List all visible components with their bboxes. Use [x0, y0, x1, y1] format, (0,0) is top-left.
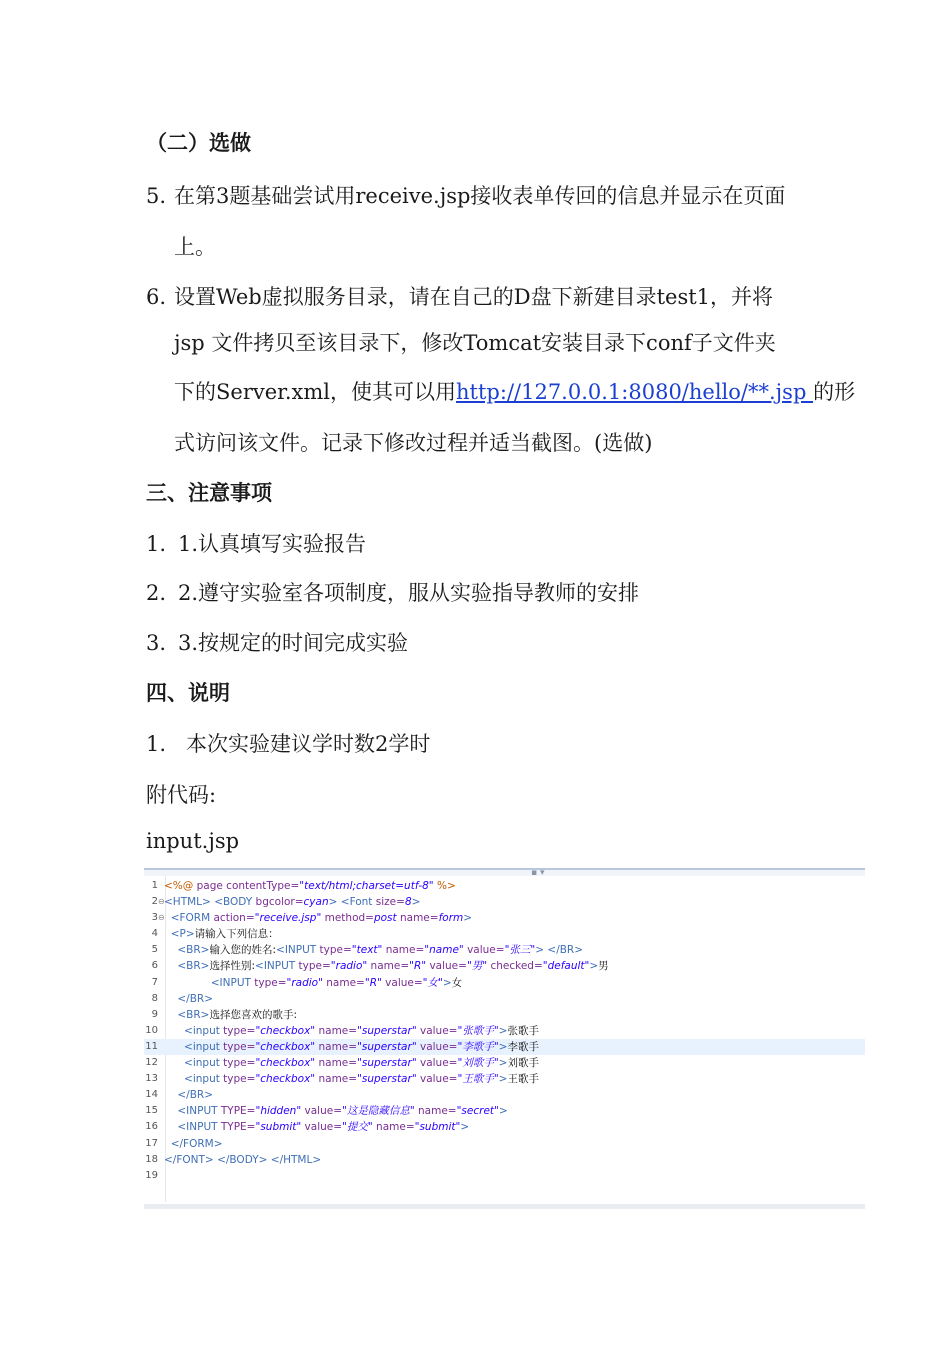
item-5-line-1 [146, 180, 785, 210]
line-number: 16 [145, 1121, 158, 1133]
item-6-line-2: jsp 文件拷贝至该目录下，修改Tomcat安装目录下conf子文件夹 [174, 331, 776, 355]
line-number: 7 [151, 976, 158, 988]
note-2-number: 2. [146, 581, 167, 605]
code-text: <INPUT TYPE="hidden" value="这是隐藏信息" name="secret"> [177, 1105, 508, 1118]
code-line [144, 1023, 865, 1039]
code-text: </FONT> </BODY> </HTML> [164, 1153, 322, 1166]
code-text: <input type="checkbox" name="superstar" value="张歌手">张歌手 [184, 1024, 539, 1037]
desc-item-1 [146, 728, 430, 758]
code-text: <INPUT TYPE="submit" value="提交" name="submit"> [177, 1121, 470, 1134]
code-line [144, 1136, 865, 1152]
item-6-text-1: 设置Web虚拟服务目录，请在自己的D盘下新建目录test1，并将 [174, 285, 774, 309]
code-text: <BR>选择您喜欢的歌手: [177, 1008, 298, 1021]
desc-heading: 四、说明 [146, 681, 230, 705]
note-3-text: 3.按规定的时间完成实验 [178, 631, 409, 655]
code-line [144, 910, 865, 926]
code-line [144, 1152, 865, 1168]
code-line [144, 1007, 865, 1023]
file-label: input.jsp [146, 829, 240, 853]
line-number: 14 [145, 1089, 158, 1101]
line-number: 4 [151, 928, 158, 940]
code-screenshot [144, 868, 865, 1209]
item-5-line-2: 上。 [174, 235, 216, 259]
code-text: <%@ page contentType="text/html;charset=utf-8" %> [164, 880, 456, 892]
editor-top-bar [144, 870, 865, 876]
note-1-number: 1. [146, 532, 167, 556]
code-line [144, 975, 865, 991]
code-line [144, 1103, 865, 1119]
code-body [144, 878, 865, 1184]
code-text: <BR>选择性别:<INPUT type="radio" name="R" value="男" checked="default">男 [177, 960, 609, 973]
code-text: <BR>输入您的姓名:<INPUT type="text" name="name" value="张三"> </BR> [177, 944, 584, 957]
code-text: <HTML> <BODY bgcolor=cyan> <Font size=8> [164, 896, 421, 909]
code-line [144, 894, 865, 910]
code-line [144, 1055, 865, 1071]
desc-1-text: 本次实验建议学时数2学时 [186, 732, 431, 756]
code-line [144, 1119, 865, 1135]
code-line [144, 1039, 865, 1055]
item-6-number: 6. [146, 285, 167, 309]
editor-scrollbar [144, 1204, 865, 1209]
code-text: </BR> [177, 1089, 214, 1102]
line-number: 2 [151, 896, 158, 908]
hello-url-link[interactable]: http://127.0.0.1:8080/hello/**.jsp [456, 380, 814, 404]
code-line [144, 926, 865, 942]
code-text: </BR> [177, 992, 214, 1005]
note-item-1 [146, 528, 366, 558]
line-number: 19 [145, 1169, 158, 1181]
code-text: <input type="checkbox" name="superstar" value="李歌手">李歌手 [184, 1040, 539, 1053]
splitter-grip-icon: ▪ ▾ [531, 868, 545, 878]
code-line [144, 878, 865, 894]
item-5-number: 5. [146, 184, 167, 208]
item-6-line-4: 式访问该文件。记录下修改过程并适当截图。(选做) [174, 431, 653, 455]
code-text: <FORM action="receive.jsp" method=post name=form> [170, 912, 473, 925]
note-3-number: 3. [146, 631, 167, 655]
fold-toggle-icon[interactable]: ⊖ [158, 897, 165, 907]
desc-1-number: 1. [146, 732, 167, 756]
line-number: 5 [151, 944, 158, 956]
line-number: 11 [145, 1040, 158, 1052]
note-item-2 [146, 577, 639, 607]
line-number: 18 [145, 1153, 158, 1165]
line-number: 8 [151, 992, 158, 1004]
line-number: 3 [151, 912, 158, 924]
note-2-text: 2.遵守实验室各项制度，服从实验指导教师的安排 [178, 581, 640, 605]
item-6-text-3-post: 的形 [813, 380, 856, 404]
fold-toggle-icon[interactable]: ⊖ [158, 913, 165, 923]
line-number: 6 [151, 960, 158, 972]
note-1-text: 1.认真填写实验报告 [178, 532, 367, 556]
code-line [144, 1087, 865, 1103]
notes-heading: 三、注意事项 [146, 481, 272, 505]
code-line [144, 991, 865, 1007]
appendix-label: 附代码: [146, 783, 217, 807]
item-6-line-3 [174, 376, 855, 406]
item-6-line-1 [146, 281, 773, 311]
code-text: <P>请输入下列信息： [170, 928, 279, 941]
line-number: 15 [145, 1105, 158, 1117]
line-number: 12 [145, 1057, 158, 1069]
note-item-3 [146, 627, 408, 657]
line-number: 10 [145, 1024, 158, 1036]
code-text: <INPUT type="radio" name="R" value="女">女 [210, 976, 463, 989]
item-5-text-1: 在第3题基础尝试用receive.jsp接收表单传回的信息并显示在页面 [174, 184, 786, 208]
code-line [144, 942, 865, 958]
optional-heading: （二）选做 [146, 131, 251, 155]
line-number: 13 [145, 1073, 158, 1085]
code-line [144, 958, 865, 974]
code-line [144, 1168, 865, 1184]
line-number: 9 [151, 1008, 158, 1020]
item-6-text-3-pre: 下的Server.xml，使其可以用 [174, 380, 457, 404]
code-text: <input type="checkbox" name="superstar" value="王歌手">王歌手 [184, 1073, 539, 1086]
line-number: 17 [145, 1137, 158, 1149]
code-text: <input type="checkbox" name="superstar" value="刘歌手">刘歌手 [184, 1057, 539, 1070]
code-text: </FORM> [170, 1137, 223, 1150]
code-line [144, 1071, 865, 1087]
line-number: 1 [151, 880, 158, 891]
